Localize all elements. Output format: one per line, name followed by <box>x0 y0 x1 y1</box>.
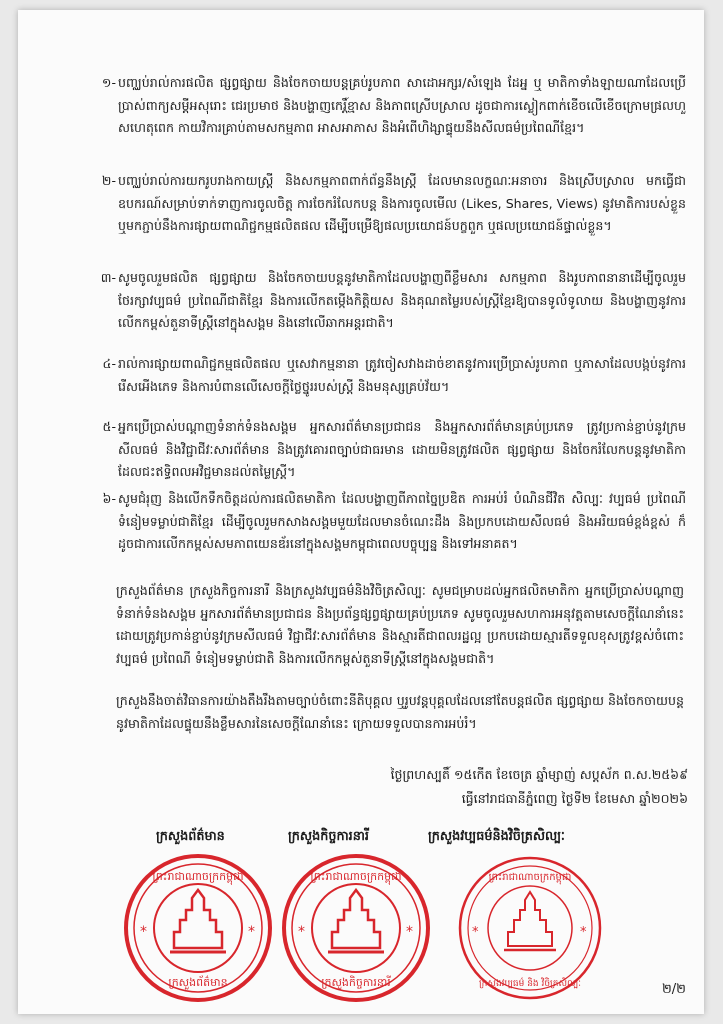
svg-text:*: * <box>298 924 305 940</box>
svg-text:*: * <box>580 925 587 940</box>
signatory-information: ក្រសួងព័ត៌មាន <box>156 829 225 844</box>
womens-affairs-ministry-seal <box>280 852 432 1004</box>
svg-text:*: * <box>406 924 413 940</box>
place-and-date: ធ្វើនៅរាជធានីភ្នំពេញ ថ្ងៃទី២ ខែមេសា ឆ្នាំ២០២៦ <box>461 791 688 806</box>
lunar-date: ថ្ងៃព្រហស្បតិ៍ ១៥កើត ខែចេត្រ ឆ្នាំម្សាញ់ សប្តស័ក ព.ស.២៥៦៩ <box>390 767 688 782</box>
item-number: ៦- <box>102 491 116 506</box>
item-number: ៤- <box>102 356 116 371</box>
item-number: ១- <box>101 75 116 90</box>
closing-paragraph-1: ក្រសួងព័ត៌មាន ក្រសួងកិច្ចការនារី និងក្រសួងវប្បធម៌និងវិចិត្រសិល្បៈ សូមជម្រាបដល់អ្នកផលិតមាតិកា អ្នកប្រើប្រាស់បណ្តាញទំនាក់ទំនងសង្គម អ្នកសារព័ត៌មានប្រជាជន និងប្រព័ន្ធផ្សព្វផ្សាយគ្រប់ប្រភេទ សូមចូលរួមសហការអនុវត្តតាមសេចក្តីណែនាំនេះ ដោយត្រូវប្រកាន់ខ្ជាប់នូវក្រមសីលធម៌ វិជ្ជាជីវៈសារព័ត៌មាន និងស្មារតីជាពលរដ្ឋល្អ ប្រកបដោយស្មារតីទទួលខុសត្រូវខ្ពស់ចំពោះវប្បធម៌ ប្រពៃណី ទំនៀមទម្លាប់ជាតិ និងការលើកកម្ពស់តួនាទីស្ត្រីនៅក្នុងសង្គមជាតិ។ <box>116 583 684 666</box>
item-number: ៣- <box>100 270 116 285</box>
page-number: ២/២ <box>661 982 686 997</box>
document-page <box>18 10 704 1014</box>
list-item-2 <box>101 170 686 238</box>
list-item-4 <box>102 353 686 398</box>
seal-top-text: ព្រះរាជាណាចក្រកម្ពុជា <box>152 870 244 883</box>
seal-top-text: ព្រះរាជាណាចក្រកម្ពុជា <box>488 872 572 883</box>
seal-bottom-text: ក្រសួងវប្បធម៌ និង វិចិត្រសិល្បៈ <box>478 979 582 989</box>
closing-paragraph-2: ក្រសួងនឹងចាត់វិធានការយ៉ាងតឹងរឹងតាមច្បាប់ចំពោះនីតិបុគ្គល ឬរូបវន្តបុគ្គលដែលនៅតែបន្តផលិត ផ្សព្វផ្សាយ និងចែកចាយបន្តនូវមាតិកាដែលផ្ទុយនឹងខ្លឹមសារនៃសេចក្តីណែនាំនេះ ក្រោយទទួលបានការអប់រំ។ <box>116 693 684 731</box>
item-number: ៥- <box>102 419 116 434</box>
item-text: បញ្ឈប់រាល់ការផលិត ផ្សព្វផ្សាយ និងចែកចាយបន្តគ្រប់រូបភាព សាដោអក្សរ/សំឡេង ដែអ្ន ឬ មាតិកាទាំងឡាយណាដែលប្រើប្រាស់ពាក្យសម្តីអសុរោះ ជេរប្រមាថ និងបង្ហាញកេរ្តិ៍ខ្មាស និងភាពស្រើបស្រាល ដូចជាការស្លៀកពាក់ខើចលើខើចក្រោមផ្រលហួសហេតុពេក កាយវិការគ្រាប់តាមសកម្មភាព អាសអាភាស និងអំពើហិង្សាផ្ទុយនឹងសីលធម៌ប្រពៃណីខ្មែរ។ <box>118 75 686 135</box>
culture-ministry-seal <box>454 852 606 1004</box>
item-number: ២- <box>101 173 116 188</box>
item-text: រាល់ការផ្សាយពាណិជ្ជកម្មផលិតផល ឬសេវាកម្មនានា ត្រូវចៀសវាងដាច់ខាតនូវការប្រើប្រាស់រូបភាព ឬភាសាដែលបង្កប់នូវការរើសអើងភេទ និងការបំពានលើសេចក្តីថ្លៃថ្នូររបស់ស្ត្រី និងមនុស្សគ្រប់វ័យ។ <box>118 356 686 394</box>
list-item-5 <box>102 416 686 484</box>
seal-bottom-text: ក្រសួងព័ត៌មាន <box>168 976 228 989</box>
signatory-womens-affairs: ក្រសួងកិច្ចការនារី <box>288 829 369 844</box>
list-item-1 <box>101 72 686 140</box>
item-text: សូមចូលរួមផលិត ផ្សព្វផ្សាយ និងចែកចាយបន្តនូវមាតិកាដែលបង្ហាញពីខ្លឹមសារ សកម្មភាព និងរូបភាពនានាដើម្បីចូលរួមថែរក្សាវប្បធម៌ ប្រពៃណីជាតិខ្មែរ និងការលើកតម្កើងកិត្តិយស និងគុណតម្លៃរបស់ស្ត្រីខ្មែរឱ្យបានទូលំទូលាយ និងបង្ហាញនូវការលើកកម្ពស់តួនាទីស្ត្រីនៅក្នុងសង្គម និងនៅលើឆាកអន្តរជាតិ។ <box>118 270 686 330</box>
seal-top-text: ព្រះរាជាណាចក្រកម្ពុជា <box>310 870 402 883</box>
item-text: បញ្ឈប់រាល់ការយករូបរាងកាយស្ត្រី និងសកម្មភាពពាក់ព័ន្ធនឹងស្ត្រី ដែលមានលក្ខណៈអនាចារ និងស្រើបស្រាល មកធ្វើជាឧបករណ៍សម្រាប់ទាក់ទាញការចូលចិត្ត ការចែករំលែកបន្ត និងការចូលមើល (Likes, Shares, Views) នូវមាតិការបស់ខ្លួន ឬមកភ្ជាប់នឹងការផ្សាយពាណិជ្ជកម្មផលិតផល ដើម្បីបម្រើឱ្យផលប្រយោជន៍បក្ខពួក ឬផលប្រយោជន៍ផ្ទាល់ខ្លួន។ <box>118 173 686 233</box>
item-text: សូមជំរុញ និងលើកទឹកចិត្តដល់ការផលិតមាតិកា ដែលបង្ហាញពីភាពច្នៃប្រឌិត ការអប់រំ បំណិនជីវិត សិល្បៈ វប្បធម៌ ប្រពៃណី ទំនៀមទម្លាប់ជាតិខ្មែរ ដើម្បីចូលរួមកសាងសង្គមមួយដែលមានចំណេះដឹង និងប្រកបដោយសីលធម៌ និងអរិយធម៌ខ្ពង់ខ្ពស់ ក៏ដូចជាការលើកកម្ពស់សមភាពយេនឌ័រនៅក្នុងសង្គមកម្ពុជាពេលបច្ចុប្បន្ន និងទៅអនាគត។ <box>118 491 686 551</box>
svg-text:*: * <box>140 924 147 940</box>
list-item-3 <box>100 267 686 335</box>
information-ministry-seal <box>122 852 274 1004</box>
list-item-6 <box>102 488 686 556</box>
seal-bottom-text: ក្រសួងកិច្ចការនារី <box>321 976 391 989</box>
signatory-culture-fine-arts: ក្រសួងវប្បធម៌និងវិចិត្រសិល្បៈ <box>428 829 565 844</box>
item-text: អ្នកប្រើប្រាស់បណ្តាញទំនាក់ទំនងសង្គម អ្នកសារព័ត៌មានប្រជាជន និងអ្នកសារព័ត៌មានគ្រប់ប្រភេទ ត្រូវប្រកាន់ខ្ជាប់នូវក្រមសីលធម៌ និងវិជ្ជាជីវៈសារព័ត៌មាន និងត្រូវគោរពច្បាប់ជាធរមាន ដោយមិនត្រូវផលិត ផ្សព្វផ្សាយ និងចែករំលែកបន្តនូវមាតិកាដែលជះឥទ្ធិពលអវិជ្ជមានដល់តម្លៃស្ត្រី។ <box>118 419 686 479</box>
svg-text:*: * <box>248 924 255 940</box>
svg-text:*: * <box>472 925 479 940</box>
